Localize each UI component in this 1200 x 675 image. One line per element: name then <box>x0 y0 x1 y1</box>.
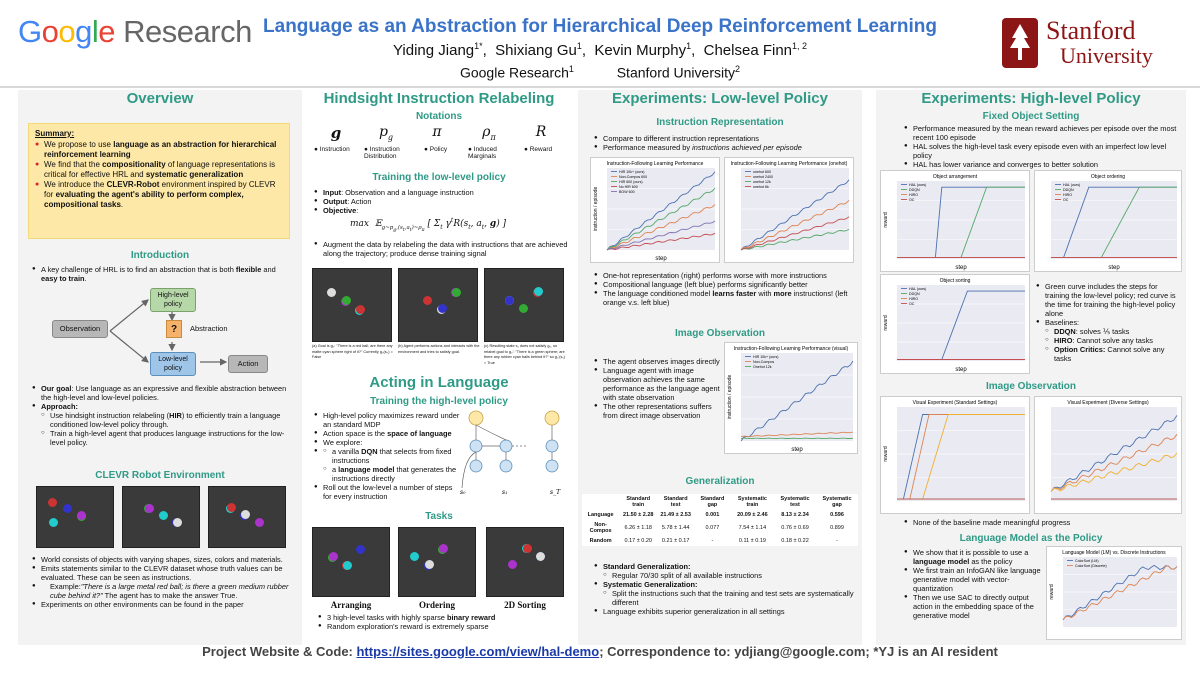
img-obs-title: Image Observation <box>674 328 766 339</box>
google-research-logo: Google Research <box>18 14 252 49</box>
legend-entry: onehot 12k <box>753 180 771 184</box>
affiliations: Google Research$^1$ Stanford University$^2$ <box>459 64 741 81</box>
table-cell: 6.26 ± 1.18 <box>624 525 652 531</box>
table-header: Systematic test <box>780 496 810 508</box>
chart-visual-perf <box>724 342 858 454</box>
chart-onehot-perf <box>724 157 854 263</box>
diagram-observation: Observation <box>52 320 108 338</box>
scene-object <box>145 504 154 513</box>
relabel-image <box>312 268 392 342</box>
table-row <box>582 510 858 520</box>
scene-object <box>255 518 264 527</box>
chart-visual-diverse <box>1034 396 1182 514</box>
acting-title: Acting in Language <box>369 374 509 391</box>
notation-label: ● Instruction Distribution <box>364 146 400 160</box>
legend-entry: OC <box>909 198 915 202</box>
green-curve-note: ● Green curve includes the steps for training the low-level policy; red curve is the time for training the high-level policy alone <box>1036 282 1182 318</box>
lowlevel-result: ● One-hot representation (right) performs worse with more instructions <box>594 271 858 280</box>
table-cell: 21.49 ± 2.53 <box>660 512 691 518</box>
lowlevel-title: Experiments: Low-level Policy <box>612 90 828 107</box>
relabel-caption: (a) Goal is g₀: "There is a red ball; are there any matte cyan sphere right of it?" Currently g₀(s₀) = False <box>312 344 393 359</box>
acting-item: ● We explore: <box>314 438 460 447</box>
legend-entry: OC <box>909 302 915 306</box>
gen-table <box>582 494 858 546</box>
chart-title: Instruction-Following Learning Performance (visual) <box>733 346 849 352</box>
notation-label: ● Reward <box>524 146 553 153</box>
table-header <box>582 494 619 510</box>
table-row <box>582 520 858 536</box>
legend-entry: DDQN <box>909 292 920 296</box>
scene-object <box>423 296 432 305</box>
legend-entry: HIRO <box>1063 193 1072 197</box>
svg-text:s_T: s_T <box>550 489 561 496</box>
relabel-caption: (b) Agent performs actions and interacts with the environment and tries to satisfy goal. <box>398 344 480 354</box>
hir-title: Hindsight Instruction Relabeling <box>323 90 555 107</box>
legend-entry: HIR 10k+ (ours) <box>753 355 779 359</box>
diagram-low-level: Low-level policy <box>150 352 196 376</box>
task-item: ● 3 high-level tasks with highly sparse binary reward <box>318 613 570 622</box>
scene-object <box>49 518 58 527</box>
train-item: ● Output: Action <box>314 197 570 206</box>
highlevel-item: ● Performance measured by the mean reward achieves per episode over the most recent 100 episode <box>904 124 1180 142</box>
task-label: Ordering <box>419 600 455 610</box>
chart-title: Instruction-Following Learning Performance (onehot) <box>730 161 848 167</box>
notations-row: g $p_g$ π $\rho_\pi$ R ● Instruction ● Instruction Distribution ● Policy ● Induced Marginals ● Reward <box>314 124 553 160</box>
table-header: Standard train <box>626 496 651 508</box>
summary-heading: Summary: <box>35 129 75 138</box>
chart-ordering <box>1034 170 1182 272</box>
stanford-seal-icon <box>1000 16 1040 72</box>
scene-object <box>425 560 434 569</box>
task-label: Arranging <box>330 600 372 610</box>
scene-object <box>241 510 250 519</box>
scene-object <box>439 544 448 553</box>
scene-object <box>356 545 365 554</box>
chart-title: Visual Experiment (Standard Settings) <box>912 400 998 406</box>
hl-img-obs-title: Image Observation <box>985 381 1077 392</box>
table-cell: - <box>711 538 714 544</box>
table-cell: - <box>836 538 838 544</box>
task-image <box>312 527 390 597</box>
y-axis-label: reward <box>883 446 889 462</box>
y-axis-label: reward <box>1049 584 1055 600</box>
gen-item: ● Language exhibits superior generalization in all settings <box>594 607 858 616</box>
relabel-image <box>398 268 478 342</box>
svg-text:s₁: s₁ <box>502 489 508 496</box>
legend-entry: HIRO <box>909 193 918 197</box>
table-cell: 0.899 <box>830 525 844 531</box>
baseline: ○ HIRO: Cannot solve any tasks <box>1045 336 1182 345</box>
goal-bullet: ● Our goal: Use language as an expressive and flexible abstraction between the high-level and low-level policies. <box>32 384 294 402</box>
train-low-title: Training the low-level policy <box>372 172 506 183</box>
scene-object <box>452 288 461 297</box>
scene-object <box>159 511 168 520</box>
legend-entry: ColorSort (Discrete) <box>1075 564 1107 568</box>
highlevel-title: Experiments: High-level Policy <box>921 90 1141 107</box>
scene-object <box>519 304 528 313</box>
scene-object <box>342 296 351 305</box>
summary-item: ● We propose to use language as an abstraction for hierarchical reinforcement learning <box>35 140 283 160</box>
acting-item: ● High-level policy maximizes reward under an standard MDP <box>314 411 460 429</box>
table-cell: 0.18 ± 0.22 <box>781 538 809 544</box>
task-label: 2D Sorting <box>504 600 546 610</box>
train-item: ● Objective: <box>314 206 570 215</box>
legend-entry: onehot 2400 <box>753 175 773 179</box>
table-cell: 0.21 ± 0.17 <box>661 538 690 544</box>
x-axis-label: step <box>791 447 803 453</box>
legend-entry: ColorSort (LM) <box>1075 559 1099 563</box>
poster-title: Language as an Abstraction for Hierarchical Deep Reinforcement Learning <box>263 16 937 37</box>
gen-title: Generalization <box>685 476 755 487</box>
series-line <box>741 438 853 439</box>
notation-label: ● Induced Marginals <box>468 146 497 160</box>
scene-object <box>523 544 532 553</box>
scene-object <box>536 552 545 561</box>
diagram-question: ? <box>166 320 182 338</box>
img-obs-item: ● The agent observes images directly <box>594 357 722 366</box>
scene-object <box>508 560 517 569</box>
none-note: ● None of the baseline made meaningful progress <box>904 518 1180 527</box>
notation-label: ● Instruction <box>314 146 350 153</box>
scene-object <box>227 503 236 512</box>
summary-box <box>28 123 290 239</box>
clevr-item: ● World consists of objects with varying shapes, sizes, colors and materials. <box>32 555 296 564</box>
clevr-title: CLEVR Robot Environment <box>95 470 225 481</box>
scene-object <box>327 288 336 297</box>
table-cell: 20.09 ± 2.46 <box>737 512 768 518</box>
legend-entry: No HIR 600 <box>619 185 638 189</box>
scene-object <box>534 287 543 296</box>
legend-entry: Onehot 12k <box>753 365 772 369</box>
legend-entry: Non-Compos <box>753 360 775 364</box>
train-high-title: Training the high-level policy <box>370 396 508 407</box>
lowlevel-result: ● Compositional language (left blue) performs significantly better <box>594 280 858 289</box>
y-axis-label: reward <box>883 212 889 228</box>
lm-item: ● We first train an InfoGAN like language generative model with vector-quantization <box>904 566 1042 593</box>
gen-sub: ○ Split the instructions such that the training and test sets are systematically different <box>603 589 858 607</box>
legend-entry: HAL (ours) <box>1063 183 1081 187</box>
overview-title: Overview <box>126 90 194 107</box>
legend-entry: OC <box>1063 198 1069 202</box>
x-axis-label: step <box>1108 265 1120 271</box>
chart-title: Visual Experiment (Diverse Settings) <box>1067 400 1149 406</box>
gen-sub: ○ Regular 70/30 split of all available instructions <box>603 571 858 580</box>
summary-item: ● We introduce the CLEVR-Robot environment inspired by CLEVR for evaluating the agent's ability to perform complex, compositional tasks. <box>35 180 283 210</box>
y-axis-label: instruction / episode <box>593 186 599 232</box>
table-cell: 0.17 ± 0.20 <box>624 538 652 544</box>
relabel-image <box>484 268 564 342</box>
intro-bullet: ● A key challenge of HRL is to find an abstraction that is both flexible and easy to train. <box>32 265 292 283</box>
chart-title: Object ordering <box>1090 174 1126 180</box>
acting-item: ● Roll out the low-level a number of steps for every instruction <box>314 483 460 501</box>
chart-arrangement <box>880 170 1030 272</box>
notation-label: ● Policy <box>424 146 448 153</box>
table-cell: 8.13 ± 2.34 <box>781 512 809 518</box>
legend-entry: DDQN <box>1063 188 1074 192</box>
clevr-image <box>208 486 286 548</box>
task-image <box>486 527 564 597</box>
stanford-logo: Stanford University <box>1000 14 1180 76</box>
table-cell: 0.11 ± 0.19 <box>738 538 766 544</box>
scene-object <box>410 552 419 561</box>
relabel-caption: (c) Resulting state s₁ does not satisfy g₀, so relabel goal to g₀': "There is a green sphere; are there any rubber cyan balls behind it?" so g₀'(s₁) = True <box>484 344 565 365</box>
chart-sorting <box>880 274 1030 374</box>
lm-title: Language Model as the Policy <box>959 533 1103 544</box>
authors: Yiding Jiang$^{1*}$, Shixiang Gu$^1$, Kevin Murphy$^1$, Chelsea Finn$^{1, 2}$ <box>392 41 808 59</box>
scene-object <box>343 561 352 570</box>
clevr-image <box>122 486 200 548</box>
clevr-item: ● Experiments on other environments can be found in the paper <box>32 600 296 609</box>
y-axis-label: reward <box>883 315 889 331</box>
clevr-item: ● Emits statements similar to the CLEVR dataset whose truth values can be evaluated. These can be seen as instructions. <box>32 564 296 582</box>
lowlevel-item: ● Compare to different instruction representations <box>594 134 858 143</box>
scene-object <box>356 305 365 314</box>
table-cell: 5.78 ± 1.44 <box>661 525 690 531</box>
img-obs-item: ● Language agent with image observation achieves the same performance as the language agent with state observation <box>594 366 722 402</box>
x-axis-label: step <box>955 367 967 373</box>
chart-title: Object sorting <box>939 278 971 284</box>
objective-formula: max 𝔼$_{g\sim p_g,(s_t,a_t)\sim\rho_\pi}$ [ $\Sigma_t$ $\gamma^tR(s_t$, $a_t$, g) ] <box>350 217 507 233</box>
legend-entry: onehot 600 <box>753 170 771 174</box>
table-cell: 0.001 <box>705 512 720 518</box>
y-axis-label: instruction / episode <box>727 374 733 420</box>
table-header: Systematic gap <box>822 496 852 508</box>
highlevel-item: ● HAL has lower variance and converges to better solution <box>904 160 1180 169</box>
gen-item: ● Standard Generalization: ○ Regular 70/30 split of all available instructions <box>594 562 858 580</box>
x-axis-label: step <box>655 256 667 262</box>
legend-entry: BOW 600 <box>619 190 635 194</box>
acting-item: ● Action space is the space of language <box>314 429 460 438</box>
task-item: ● Random exploration's reward is extremely sparse <box>318 622 570 631</box>
table-cell: 0.76 ± 0.69 <box>781 525 809 531</box>
legend-entry: HIR 600 (ours) <box>619 180 643 184</box>
lowlevel-item: ● Performance measured by instructions achieved per episode <box>594 143 858 152</box>
table-cell: Language <box>587 512 614 518</box>
legend-entry: HIRO <box>909 297 918 301</box>
diagram-action: Action <box>228 355 268 373</box>
svg-text:s₀: s₀ <box>460 489 466 496</box>
legend-entry: HAL (ours) <box>909 287 927 291</box>
scene-object <box>63 504 72 513</box>
approach-item: ○ Train a high-level agent that produces language instructions for the low-level policy. <box>41 429 294 447</box>
scene-object <box>505 296 514 305</box>
lm-item: ● We show that it is possible to use a language model as the policy <box>904 548 1042 566</box>
chart-title: Language Model (LM) vs. Discrete Instructions <box>1062 550 1166 556</box>
chart-visual-standard <box>880 396 1030 514</box>
legend-entry: HIR 10k+ (ours) <box>619 170 645 174</box>
table-cell: 0.596 <box>830 512 844 518</box>
approach-bullet: ● Approach: ○ Use hindsight instruction relabeling (HIR) to efficiently train a language conditioned low-level policy through. ○ Train a high-level agent that produces language instructions for the low-level policy. <box>32 402 294 447</box>
project-link[interactable]: https://sites.google.com/view/hal-demo <box>356 644 600 659</box>
summary-item: ● We find that the compositionality of language representations is critical for effective HRL and systematic generalization <box>35 160 283 180</box>
table-header: Systematic train <box>737 496 767 508</box>
hierarchy-graph <box>456 408 572 498</box>
footer: Project Website & Code: https://sites.google.com/view/hal-demo; Correspondence to: ydjiang@google.com; *YJ is an AI resident <box>202 644 998 659</box>
chart-instr-perf <box>590 157 720 263</box>
baselines-item: ● Baselines: ○ DDQN: solves ⅕ tasks ○ HIRO: Cannot solve any tasks ○ Option Critics: Cannot solve any tasks <box>1036 318 1182 363</box>
chart-title: Instruction-Following Learning Performance <box>606 161 704 167</box>
instr-rep-title: Instruction Representation <box>656 117 784 128</box>
baseline: ○ Option Critics: Cannot solve any tasks <box>1045 345 1182 363</box>
legend-entry: onehot 6k <box>753 185 769 189</box>
table-cell: 21.50 ± 2.28 <box>622 512 654 518</box>
table-row <box>582 536 858 546</box>
table-cell: Non-Compos <box>589 522 612 534</box>
table-header: Standard gap <box>700 496 725 508</box>
table-cell: 0.077 <box>705 525 720 531</box>
legend-entry: DDQN <box>909 188 920 192</box>
augment-item: ● Augment the data by relabeling the data with instructions that are achieved along the trajectory; produce dense training signal <box>314 240 570 258</box>
baseline: ○ DDQN: solves ⅕ tasks <box>1045 327 1182 336</box>
table-cell: 7.54 ± 1.14 <box>738 525 767 531</box>
train-item: ● Input: Observation and a language instruction <box>314 188 570 197</box>
table-header: Standard test <box>663 496 688 508</box>
fixed-title: Fixed Object Setting <box>982 111 1080 122</box>
lowlevel-result: ● The language conditioned model learns faster with more instructions! (left orange v.s. left blue) <box>594 289 858 307</box>
highlevel-item: ● HAL solves the high-level task every episode even with an imperfect low level policy <box>904 142 1180 160</box>
intro-title: Introduction <box>130 250 190 261</box>
table-cell: Random <box>589 538 612 544</box>
legend-entry: Non-Compos 600 <box>619 175 648 179</box>
clevr-image <box>36 486 114 548</box>
acting-sub: ○ ● a vanilla DQN that selects from fixed instructions <box>323 447 460 465</box>
scene-object <box>329 552 338 561</box>
approach-item: ○ Use hindsight instruction relabeling (HIR) to efficiently train a language conditioned low-level policy through. <box>41 411 294 429</box>
clevr-item: ● Example:"There is a large metal red ball; is there a green medium rubber cube behind it?" The agent has to make the answer True. <box>32 582 296 600</box>
scene-object <box>48 498 57 507</box>
diagram-high-level: High-level policy <box>150 288 196 312</box>
x-axis-label: step <box>955 265 967 271</box>
task-image <box>398 527 476 597</box>
tasks-title: Tasks <box>425 511 453 522</box>
diagram-abstraction: Abstraction <box>190 324 228 333</box>
scene-object <box>173 518 182 527</box>
chart-title: Object arrangement <box>932 174 978 180</box>
img-obs-item: ● The other representations suffers from direct image observation <box>594 402 722 420</box>
lm-item: ● Then we use SAC to directly output action in the embedding space of the generative model <box>904 593 1042 620</box>
legend-entry: HAL (ours) <box>909 183 927 187</box>
gen-item: ● Systematic Generalization: ○ Split the instructions such that the training and test sets are systematically different <box>594 580 858 607</box>
acting-sub: ○ a language model that generates the instructions directly <box>323 465 460 483</box>
chart-lm <box>1046 546 1182 640</box>
notations-title: Notations <box>415 111 463 122</box>
scene-object <box>438 304 447 313</box>
